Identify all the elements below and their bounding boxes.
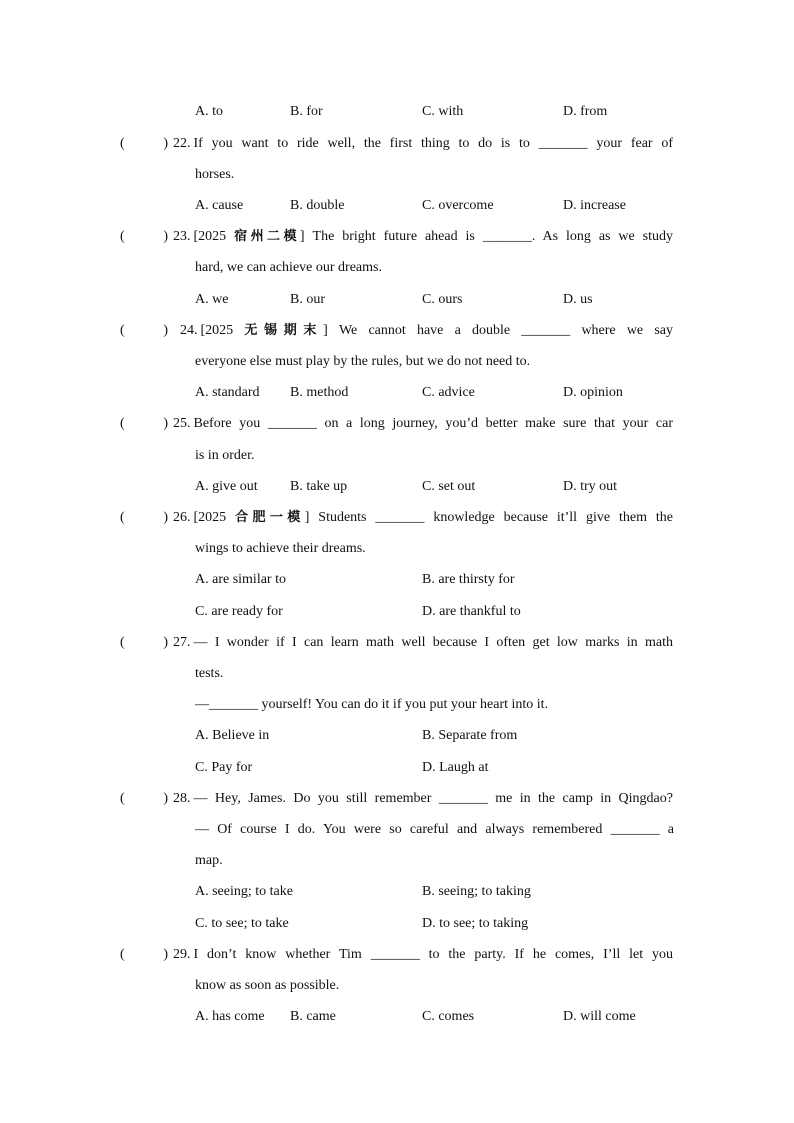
q29-option-a: A. has come: [195, 1009, 265, 1024]
q26-option-c: C. are ready for: [195, 604, 283, 619]
q22-options: [0, 196, 794, 216]
q23-option-b: B. our: [290, 292, 325, 307]
q21-option-d: D. from: [563, 104, 608, 119]
question-number: 25.: [173, 416, 191, 431]
q27-option-d: D. Laugh at: [422, 760, 489, 775]
q28-stem-line-1: ( ) 28. — Hey, James. Do you still remember _______ me in the camp in Qingdao?: [0, 789, 794, 809]
q26-option-a: A. are similar to: [195, 572, 286, 587]
question-number: 28.: [173, 791, 191, 806]
q28-option-d: D. to see; to taking: [422, 916, 529, 931]
q22-stem-line-2: horses.: [195, 167, 235, 182]
q25-option-d: D. try out: [563, 479, 618, 494]
q28-option-a: A. seeing; to take: [195, 884, 293, 899]
q29-option-b: B. came: [290, 1009, 336, 1024]
q25-stem-line-2: is in order.: [195, 448, 255, 463]
question-number: 22.: [173, 136, 191, 151]
q26-options-row-2: [0, 602, 794, 622]
q26-stem-line-2: wings to achieve their dreams.: [195, 541, 366, 556]
q25-option-c: C. set out: [422, 479, 476, 494]
q28-option-b: B. seeing; to taking: [422, 884, 531, 899]
q29-stem-line-2: know as soon as possible.: [195, 978, 340, 993]
q25-option-a: A. give out: [195, 479, 258, 494]
q23-stem-line-1: ( ) 23. [2025 宿州二模] The bright future ahead is _______. As long as we study: [0, 227, 794, 247]
q23-option-a: A. we: [195, 292, 229, 307]
source-tag: [2025 宿州二模]: [193, 229, 305, 244]
q28-stem-line-3: map.: [195, 853, 223, 868]
q23-stem: 23. [2025 宿州二模] The bright future ahead is _______. As long as we study: [173, 229, 674, 244]
q22-option-a: A. cause: [195, 198, 244, 213]
q21-option-c: C. with: [422, 104, 464, 119]
q21-option-a: A. to: [195, 104, 223, 119]
q26-stem-line-1: ( ) 26. [2025 合肥一模] Students _______ knowledge because it’ll give them the: [0, 508, 794, 528]
q23-stem-line-2: hard, we can achieve our dreams.: [195, 260, 382, 275]
q22-stem: 22. If you want to ride well, the first thing to do is to _______ your fear of: [173, 136, 673, 151]
q23-option-d: D. us: [563, 292, 593, 307]
q23-options: [0, 290, 794, 310]
question-number: 27.: [173, 635, 191, 650]
q21-options: [0, 102, 794, 122]
q22-stem-line-1: ( ) 22. If you want to ride well, the first thing to do is to _______ your fear of: [0, 134, 794, 154]
q29-stem-line-1: ( ) 29. I don’t know whether Tim _______ to the party. If he comes, I’ll let you: [0, 945, 794, 965]
q25-options: [0, 477, 794, 497]
q24-stem: 24. [2025 无锡期末] We cannot have a double _______ where we say: [180, 323, 673, 338]
q27-option-a: A. Believe in: [195, 728, 270, 743]
q24-stem-line-1: ( ) 24. [2025 无锡期末] We cannot have a double _______ where we say: [0, 321, 794, 341]
q22-option-c: C. overcome: [422, 198, 494, 213]
q25-option-b: B. take up: [290, 479, 348, 494]
question-number: 29.: [173, 947, 191, 962]
q25-stem-line-1: ( ) 25. Before you _______ on a long journey, you’d better make sure that your car: [0, 414, 794, 434]
question-number: 23.: [173, 229, 191, 244]
q26-option-d: D. are thankful to: [422, 604, 521, 619]
q25-stem: 25. Before you _______ on a long journey, you’d better make sure that your car: [173, 416, 673, 431]
q24-option-a: A. standard: [195, 385, 260, 400]
q29-option-d: D. will come: [563, 1009, 636, 1024]
q27-stem-line-2: tests.: [195, 666, 224, 681]
q27-stem-line-3: —_______ yourself! You can do it if you put your heart into it.: [195, 697, 549, 712]
q27-stem: 27. — I wonder if I can learn math well because I often get low marks in math: [173, 635, 673, 650]
q27-stem-line-1: ( ) 27. — I wonder if I can learn math well because I often get low marks in math: [0, 633, 794, 653]
q22-option-b: B. double: [290, 198, 345, 213]
q22-option-d: D. increase: [563, 198, 626, 213]
q29-stem: 29. I don’t know whether Tim _______ to the party. If he comes, I’ll let you: [173, 947, 673, 962]
q24-options: [0, 383, 794, 403]
q23-option-c: C. ours: [422, 292, 463, 307]
q29-option-c: C. comes: [422, 1009, 475, 1024]
q26-options-row-1: [0, 570, 794, 590]
question-number: 26.: [173, 510, 191, 525]
q24-option-d: D. opinion: [563, 385, 623, 400]
q26-stem: 26. [2025 合肥一模] Students _______ knowledge because it’ll give them the: [173, 510, 673, 525]
question-number: 24.: [180, 323, 198, 338]
q27-options-row-1: [0, 726, 794, 746]
q27-option-b: B. Separate from: [422, 728, 518, 743]
q28-options-row-1: [0, 882, 794, 902]
q24-stem-line-2: everyone else must play by the rules, but we do not need to.: [195, 354, 531, 369]
q24-option-c: C. advice: [422, 385, 475, 400]
q27-options-row-2: [0, 758, 794, 778]
source-tag: [2025 无锡期末]: [200, 323, 328, 338]
q28-options-row-2: [0, 914, 794, 934]
q26-option-b: B. are thirsty for: [422, 572, 515, 587]
source-tag: [2025 合肥一模]: [193, 510, 310, 525]
q29-options: [0, 1007, 794, 1027]
q28-option-c: C. to see; to take: [195, 916, 289, 931]
q24-option-b: B. method: [290, 385, 349, 400]
q27-option-c: C. Pay for: [195, 760, 253, 775]
q28-stem-line-2: — Of course I do. You were so careful and always remembered _______ a: [195, 822, 674, 837]
q21-option-b: B. for: [290, 104, 323, 119]
q28-stem: 28. — Hey, James. Do you still remember _______ me in the camp in Qingdao?: [173, 791, 673, 806]
